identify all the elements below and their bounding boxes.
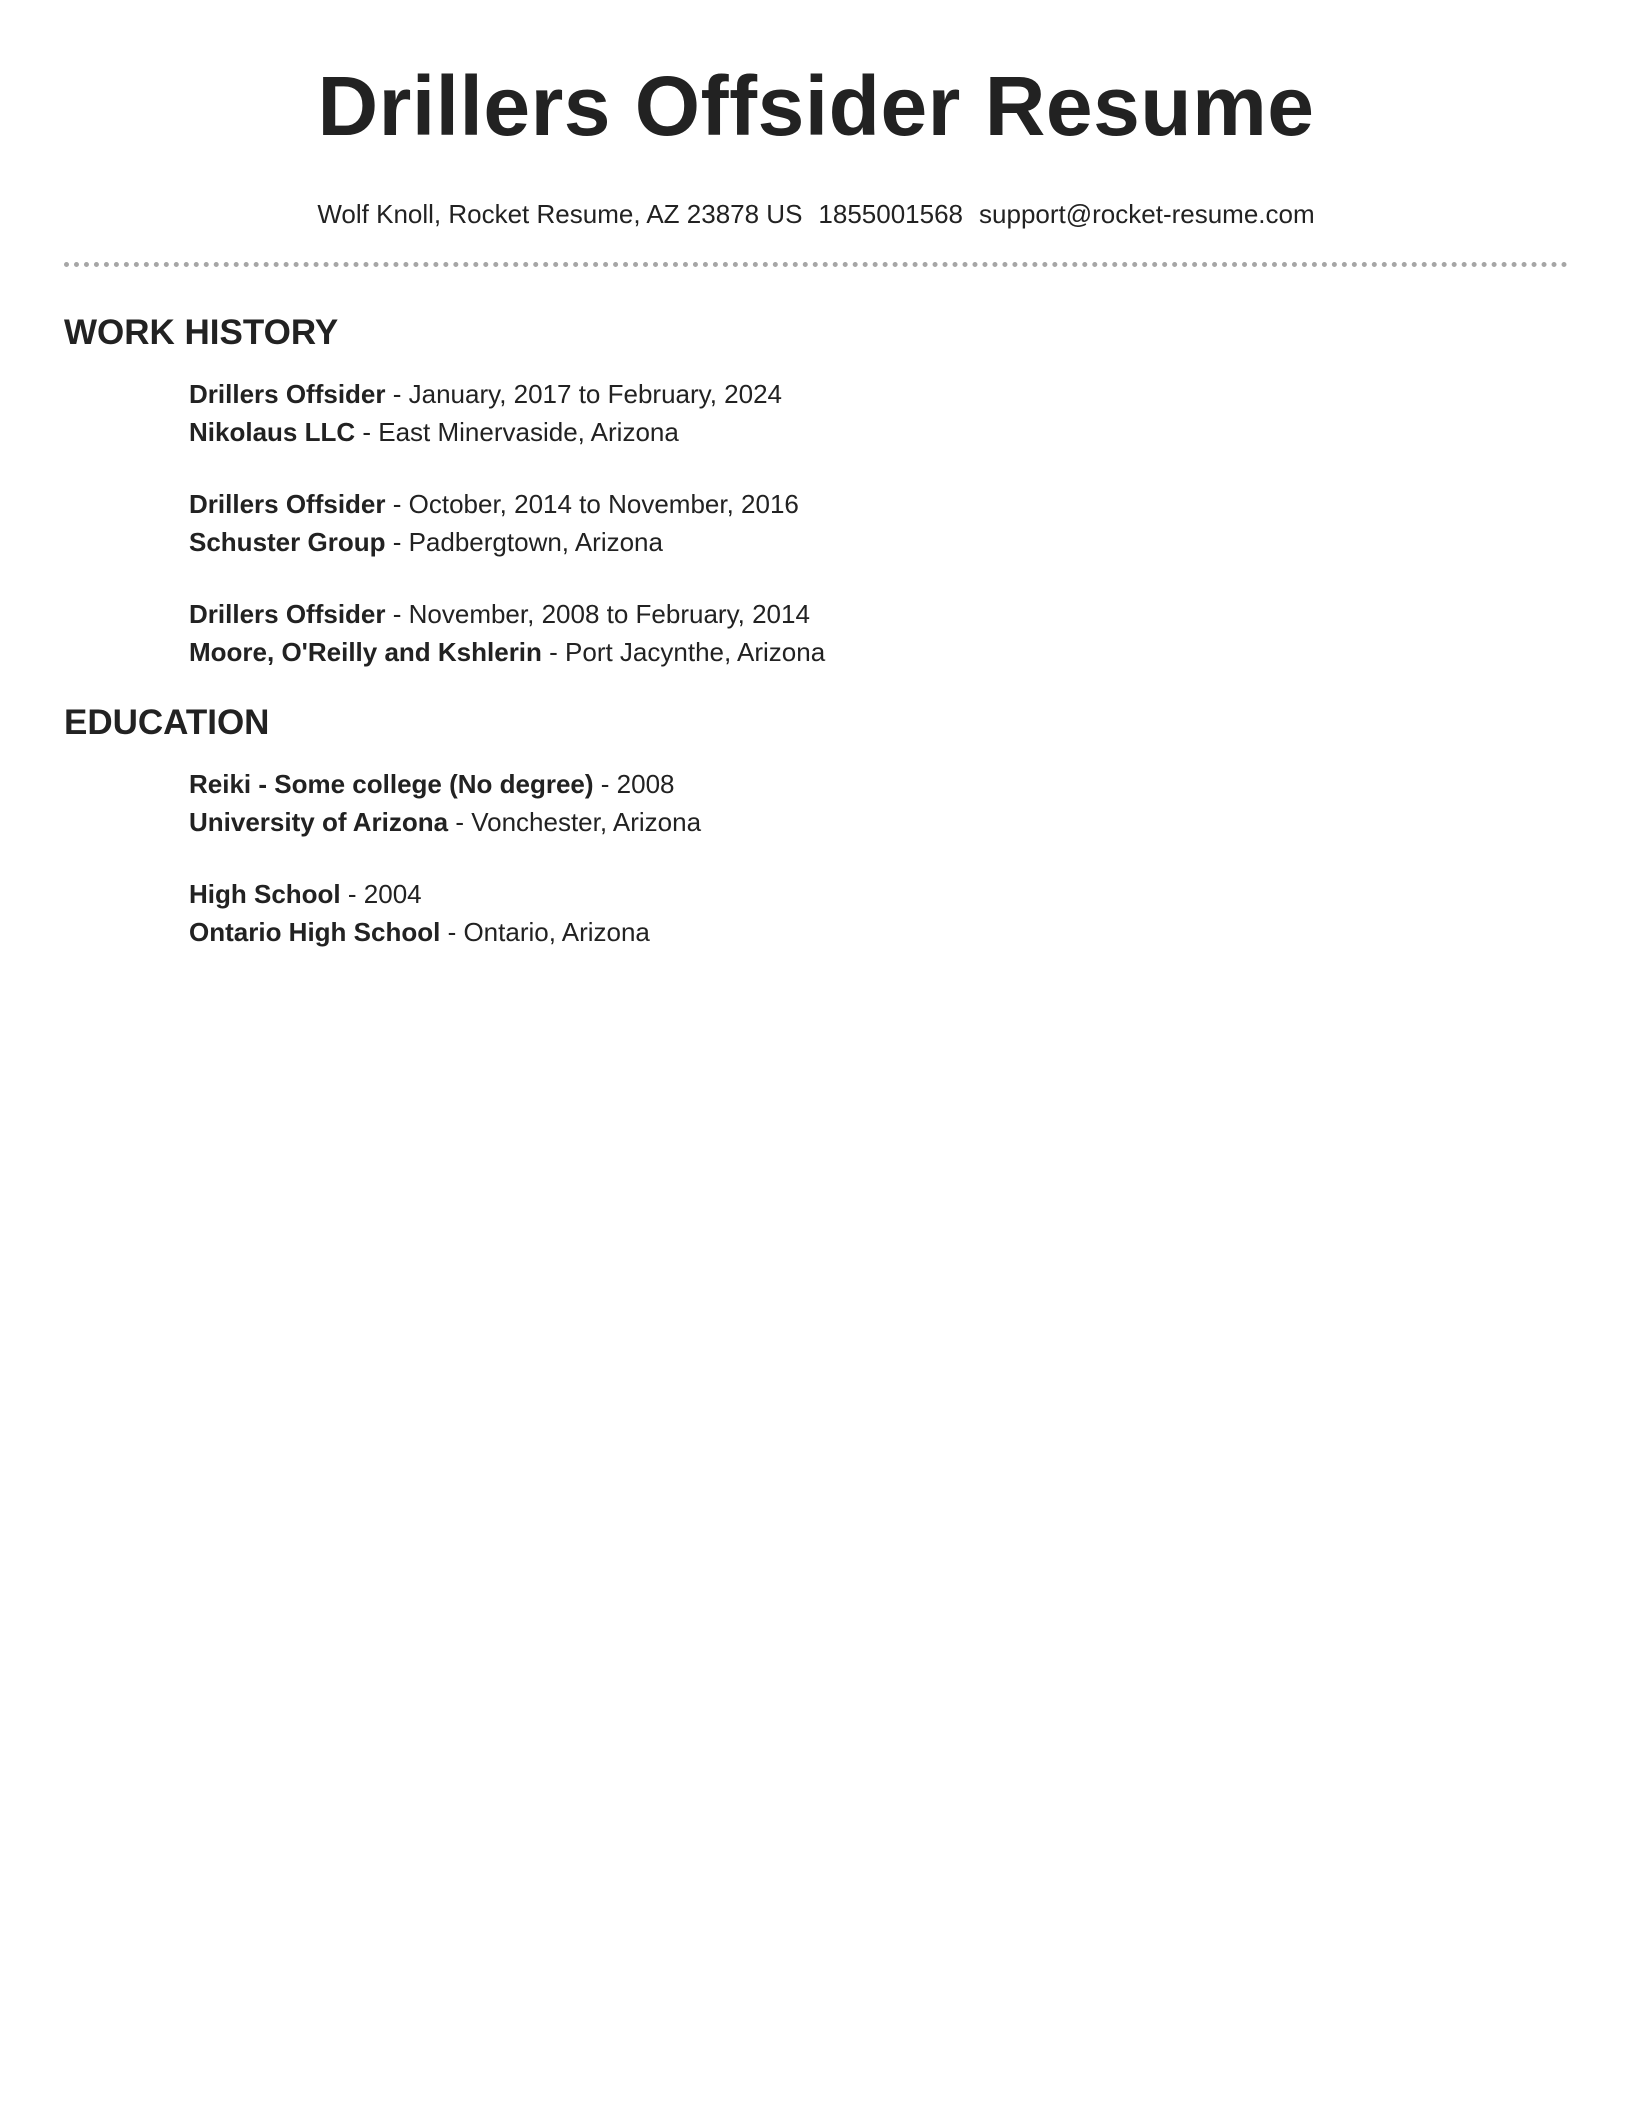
school-location: - Ontario, Arizona xyxy=(440,917,650,947)
work-entry-company-line xyxy=(189,413,1568,451)
school-location: - Vonchester, Arizona xyxy=(448,807,702,837)
company-name: Schuster Group xyxy=(189,527,386,557)
degree-name: High School xyxy=(189,879,341,909)
work-entry-company-line xyxy=(189,523,1568,561)
job-title: Drillers Offsider xyxy=(189,489,386,519)
work-entry xyxy=(189,375,1568,451)
company-name: Nikolaus LLC xyxy=(189,417,356,447)
school-name: Ontario High School xyxy=(189,917,441,947)
contact-email: support@rocket-resume.com xyxy=(979,199,1315,229)
degree-name: Reiki - Some college (No degree) xyxy=(189,769,594,799)
job-dates: - October, 2014 to November, 2016 xyxy=(385,489,799,519)
job-dates: - January, 2017 to February, 2024 xyxy=(385,379,783,409)
education-entry-degree-line xyxy=(189,765,1568,803)
education-entry xyxy=(189,875,1568,951)
graduation-year: - 2004 xyxy=(340,879,422,909)
company-location: - Padbergtown, Arizona xyxy=(385,527,663,557)
job-title: Drillers Offsider xyxy=(189,599,386,629)
contact-address: Wolf Knoll, Rocket Resume, AZ 23878 US xyxy=(317,199,803,229)
work-entry-title-line xyxy=(189,595,1568,633)
job-title: Drillers Offsider xyxy=(189,379,386,409)
work-entry-company-line xyxy=(189,633,1568,671)
header-divider xyxy=(64,262,1568,267)
resume-title: Drillers Offsider Resume xyxy=(317,59,1315,153)
work-entry-title-line xyxy=(189,485,1568,523)
company-name: Moore, O'Reilly and Kshlerin xyxy=(189,637,542,667)
job-dates: - November, 2008 to February, 2014 xyxy=(385,599,810,629)
education-entry-degree-line xyxy=(189,875,1568,913)
education-entry-school-line xyxy=(189,913,1568,951)
school-name: University of Arizona xyxy=(189,807,449,837)
contact-phone: 1855001568 xyxy=(818,199,964,229)
work-history-heading: WORK HISTORY xyxy=(64,313,339,352)
company-location: - Port Jacynthe, Arizona xyxy=(541,637,826,667)
work-entry xyxy=(189,485,1568,561)
company-location: - East Minervaside, Arizona xyxy=(355,417,679,447)
work-entry xyxy=(189,595,1568,671)
education-entry-school-line xyxy=(189,803,1568,841)
graduation-year: - 2008 xyxy=(593,769,675,799)
contact-line xyxy=(64,198,1568,230)
education-heading: EDUCATION xyxy=(64,703,270,742)
work-entry-title-line xyxy=(189,375,1568,413)
education-list xyxy=(64,765,1568,951)
work-history-list xyxy=(64,375,1568,671)
education-entry xyxy=(189,765,1568,841)
